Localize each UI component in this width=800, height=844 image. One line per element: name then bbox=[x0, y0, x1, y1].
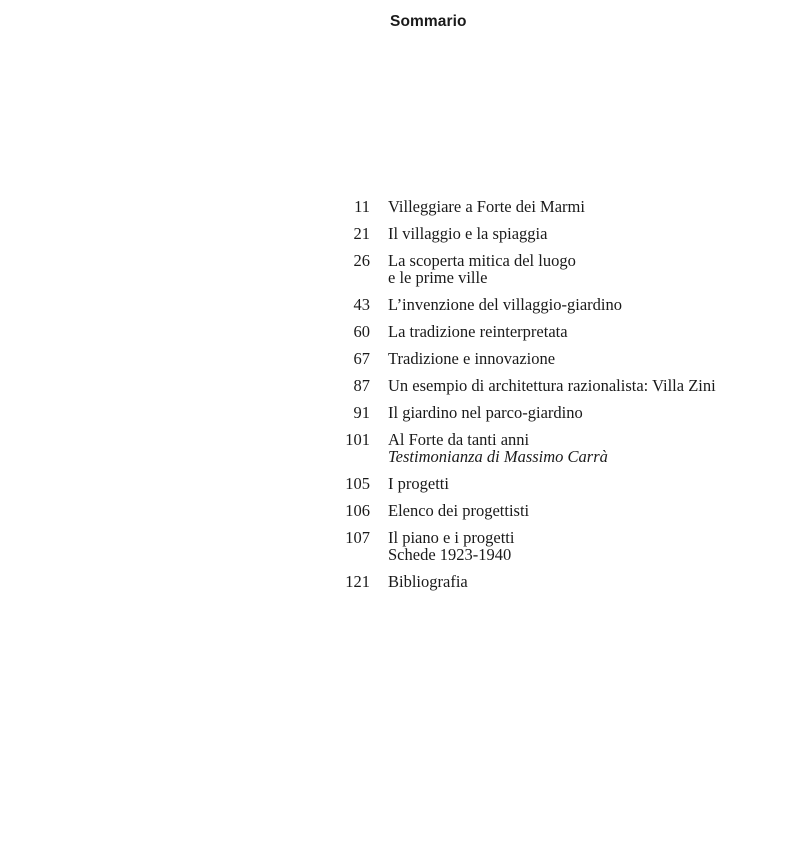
toc-title-line: Il piano e i progetti bbox=[388, 527, 515, 547]
toc-page-number: 87 bbox=[353, 375, 370, 395]
toc-entry bbox=[330, 475, 790, 493]
toc-titles bbox=[388, 350, 555, 368]
toc-title-line: L’invenzione del villaggio-giardino bbox=[388, 295, 622, 315]
toc-subtitle: Testimonianza di Massimo Carrà bbox=[388, 447, 608, 467]
toc-title-line: Il villaggio e la spiaggia bbox=[388, 223, 548, 243]
toc-title-line: Un esempio di architettura razionalista: Villa Zini bbox=[388, 375, 716, 395]
toc-title-line: Tradizione e innovazione bbox=[388, 348, 556, 368]
toc-titles bbox=[388, 573, 468, 591]
toc-page-number: 101 bbox=[345, 429, 370, 449]
toc-entry bbox=[330, 198, 790, 216]
toc-titles bbox=[388, 431, 608, 466]
toc-entry bbox=[330, 323, 790, 341]
toc-page-number: 11 bbox=[354, 197, 370, 216]
toc-subtitle: Schede 1923-1940 bbox=[388, 545, 512, 565]
toc-titles bbox=[388, 225, 547, 243]
toc-titles bbox=[388, 502, 529, 520]
table-of-contents bbox=[330, 198, 790, 600]
toc-entry bbox=[330, 350, 790, 368]
toc-title-line: e le prime ville bbox=[388, 268, 488, 288]
toc-titles bbox=[388, 475, 449, 493]
toc-title-line: Bibliografia bbox=[388, 572, 468, 592]
toc-titles bbox=[388, 404, 583, 422]
toc-entry bbox=[330, 225, 790, 243]
toc-title-line: La tradizione reinterpretata bbox=[388, 322, 568, 342]
toc-titles bbox=[388, 529, 514, 564]
toc-titles bbox=[388, 296, 622, 314]
toc-title-line: Il giardino nel parco-giardino bbox=[388, 402, 583, 422]
toc-entry bbox=[330, 573, 790, 591]
toc-entry bbox=[330, 502, 790, 520]
toc-page-number: 60 bbox=[353, 322, 370, 342]
toc-titles bbox=[388, 377, 716, 395]
toc-titles bbox=[388, 198, 585, 216]
toc-page-number: 21 bbox=[353, 223, 370, 243]
toc-titles bbox=[388, 323, 568, 341]
toc-page-number: 105 bbox=[345, 474, 370, 494]
toc-entry bbox=[330, 296, 790, 314]
toc-page-number: 106 bbox=[345, 500, 370, 520]
toc-entry bbox=[330, 431, 790, 466]
toc-page-number: 26 bbox=[353, 250, 370, 270]
toc-title-line: Villeggiare a Forte dei Marmi bbox=[388, 197, 585, 216]
toc-page-number: 91 bbox=[353, 402, 370, 422]
toc-title-line: I progetti bbox=[388, 474, 449, 494]
toc-page-number: 107 bbox=[345, 527, 370, 547]
toc-page-number: 67 bbox=[353, 348, 370, 368]
toc-title-line: Elenco dei progettisti bbox=[388, 500, 530, 520]
toc-entry bbox=[330, 404, 790, 422]
page-title: Sommario bbox=[390, 13, 467, 30]
toc-entry bbox=[330, 252, 790, 287]
toc-title-line: La scoperta mitica del luogo bbox=[388, 250, 576, 270]
toc-title-line: Al Forte da tanti anni bbox=[388, 429, 530, 449]
toc-entry bbox=[330, 377, 790, 395]
toc-entry bbox=[330, 529, 790, 564]
toc-titles bbox=[388, 252, 576, 287]
toc-page-number: 43 bbox=[353, 295, 370, 315]
toc-page-number: 121 bbox=[345, 572, 370, 592]
